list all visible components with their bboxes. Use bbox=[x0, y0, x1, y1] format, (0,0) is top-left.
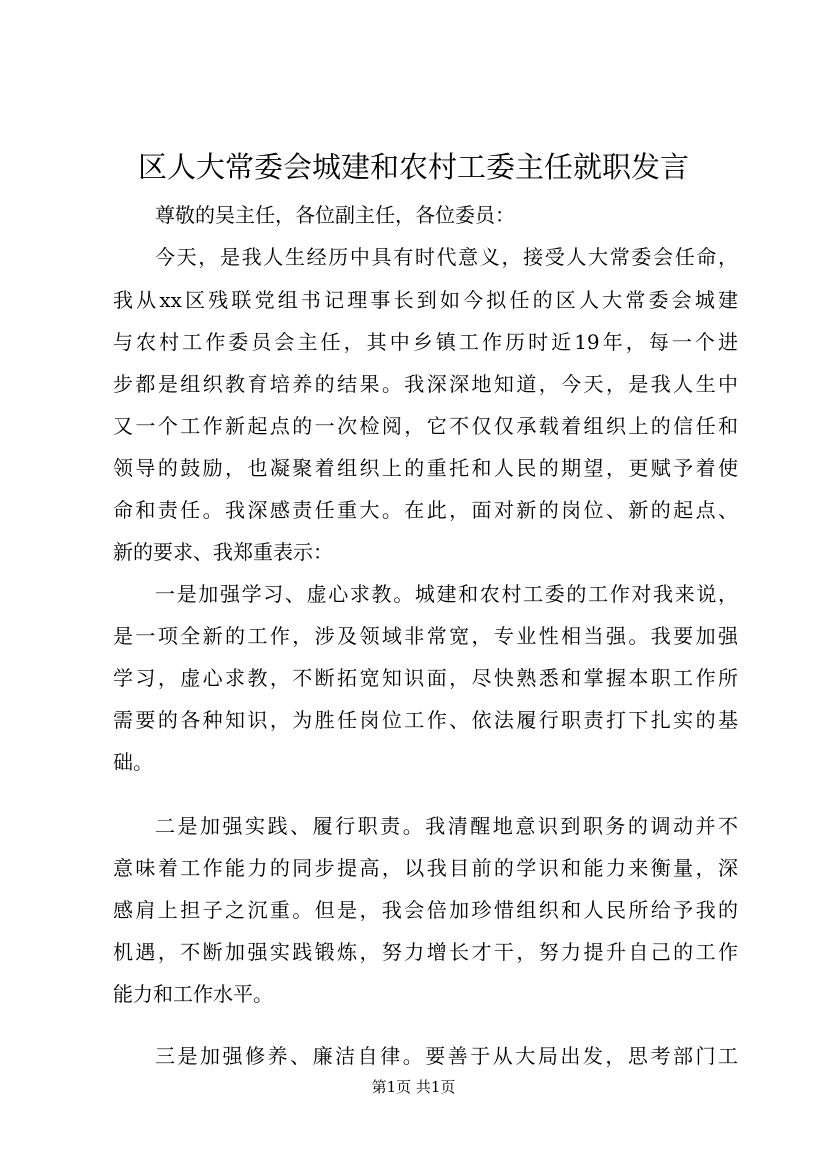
text-line: 命和责任。我深感责任重大。在此，面对新的岗位、新的起点、 bbox=[113, 498, 738, 522]
page-number: 第1页 共1页 bbox=[371, 1078, 456, 1096]
text-line: 领导的鼓励，也凝聚着组织上的重托和人民的期望，更赋予着使 bbox=[113, 456, 738, 480]
text-line: 新的要求、我郑重表示： bbox=[113, 540, 333, 564]
text-line: 步都是组织教育培养的结果。我深深地知道，今天，是我人生中 bbox=[113, 372, 738, 396]
text-line: 三是加强修养、廉洁自律。要善于从大局出发，思考部门工 bbox=[155, 1044, 738, 1068]
text-line: 感肩上担子之沉重。但是，我会倍加珍惜组织和人民所给予我的 bbox=[113, 898, 738, 922]
document-title: 区人大常委会城建和农村工委主任就职发言 bbox=[137, 150, 689, 184]
text-line: 尊敬的吴主任，各位副主任，各位委员： bbox=[155, 203, 515, 227]
text-line: 一是加强学习、虚心求教。城建和农村工委的工作对我来说， bbox=[155, 582, 738, 606]
text-line: 是一项全新的工作，涉及领域非常宽，专业性相当强。我要加强 bbox=[113, 624, 738, 648]
text-line: 今天，是我人生经历中具有时代意义，接受人大常委会任命， bbox=[155, 245, 738, 269]
text-line: 学习，虚心求教，不断拓宽知识面，尽快熟悉和掌握本职工作所 bbox=[113, 666, 738, 690]
text-line: 需要的各种知识，为胜任岗位工作、依法履行职责打下扎实的基 bbox=[113, 708, 738, 732]
text-line: 机遇，不断加强实践锻炼，努力增长才干，努力提升自己的工作 bbox=[113, 940, 738, 964]
text-line: 能力和工作水平。 bbox=[113, 982, 273, 1006]
text-line: 我从xx区残联党组书记理事长到如今拟任的区人大常委会城建 bbox=[113, 288, 738, 312]
text-line: 础。 bbox=[113, 750, 153, 774]
text-line: 二是加强实践、履行职责。我清醒地意识到职务的调动并不 bbox=[155, 814, 738, 838]
text-line: 意味着工作能力的同步提高，以我目前的学识和能力来衡量，深 bbox=[113, 856, 738, 880]
text-line: 与农村工作委员会主任，其中乡镇工作历时近19年，每一个进 bbox=[113, 330, 738, 354]
text-line: 又一个工作新起点的一次检阅，它不仅仅承载着组织上的信任和 bbox=[113, 414, 738, 438]
